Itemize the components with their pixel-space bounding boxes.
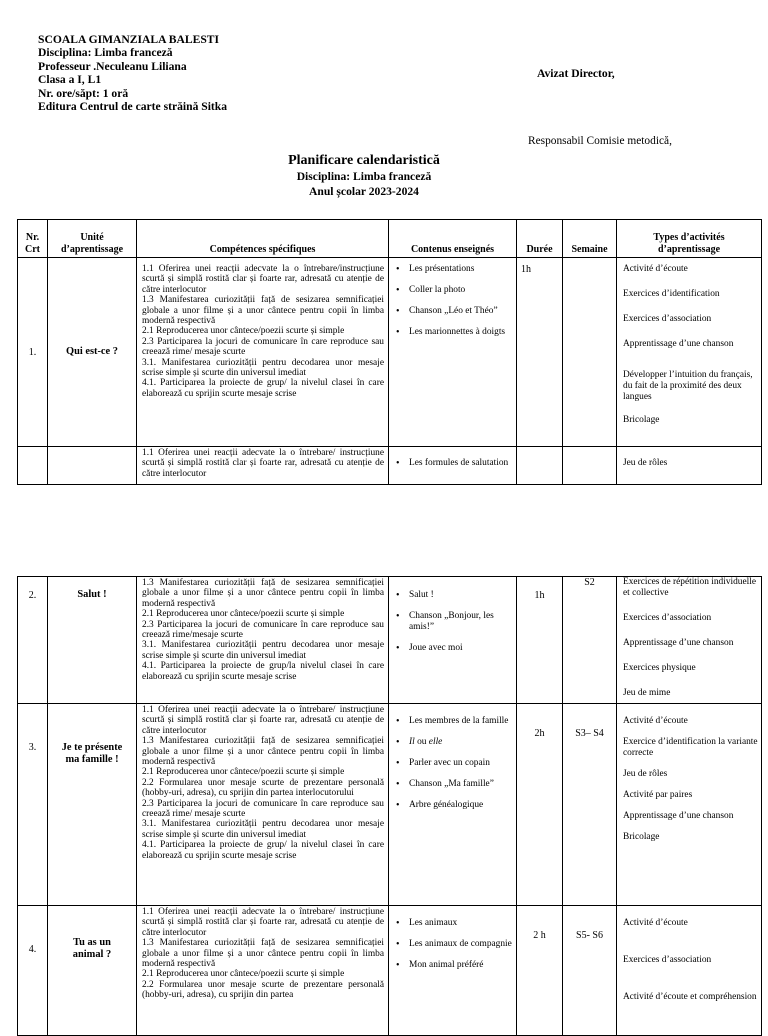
- competence-item: 3.1. Manifestarea curiozității pentru decodarea unor mesaje scrise simple și scurte din universul imediat: [142, 357, 384, 379]
- row-duration: [517, 447, 563, 485]
- activity-item: Exercices d’association: [623, 613, 712, 623]
- table-row: [18, 906, 762, 1036]
- row-week: [563, 258, 617, 447]
- row-week: S5- S6: [563, 906, 617, 1036]
- document-header: [38, 33, 227, 113]
- publisher-line: Editura Centrul de carte străină Sitka: [38, 100, 228, 114]
- competence-item: 1.3 Manifestarea curiozității față de sesizarea semnificației globale a unor filme și a unor cântece pentru copii în limba modernă respectivă: [142, 938, 384, 970]
- row-number: 1.: [18, 258, 48, 447]
- content-item: • Parler avec un copain: [409, 758, 516, 769]
- row-week: S2: [563, 577, 617, 704]
- row-number: 4.: [18, 906, 48, 1036]
- activity-item: Exercices d’association: [623, 314, 712, 324]
- col-activities: Types d’activités d’aprentissage: [617, 220, 762, 258]
- activity-item: Exercices de répétition individuelle et collective: [623, 577, 757, 598]
- activity-item: Apprentissage d’une chanson: [623, 638, 734, 648]
- row-unit: [48, 447, 137, 485]
- row-activities: [617, 258, 762, 447]
- content-item: • Chanson „Ma famille”: [409, 779, 516, 790]
- competence-item: 2.2 Formularea unor mesaje scurte de prezentare personală (hobby-uri, adresa), cu sprijin din partea: [142, 979, 384, 1001]
- competence-item: 2.3 Participarea la jocuri de comunicare în care reproduce sau creează rime/ mesaje scurte: [142, 336, 384, 358]
- table-row: [18, 447, 762, 485]
- row-unit: Je te présente ma famille !: [48, 704, 137, 906]
- competence-item: 3.1. Manifestarea curiozității pentru decodarea unor mesaje scrise simple și scurte din universul imediat: [142, 819, 384, 840]
- content-item: • Les marionnettes à doigts: [409, 327, 516, 338]
- director-approval: Avizat Director,: [537, 67, 615, 80]
- row-week: S3– S4: [563, 704, 617, 906]
- row-competences: [137, 704, 389, 906]
- activity-item: Exercices physique: [623, 663, 696, 673]
- row-duration: 1h: [517, 577, 563, 704]
- competence-item: 4.1. Participarea la proiecte de grup/ la nivelul clasei în care elaborează cu sprijin scurte mesaje scrise: [142, 378, 384, 399]
- competence-item: 2.1 Reproducerea unor cântece/poezii scurte și simple: [142, 969, 345, 980]
- activity-item: Jeu de rôles: [623, 769, 668, 779]
- row-activities: [617, 704, 762, 906]
- col-unit: Unité d’aprentissage: [48, 220, 137, 258]
- row-contents: [389, 447, 517, 485]
- competence-item: 1.1 Oferirea unei reacții adecvate la o întrebare/ instrucțiune scurtă și simplă rostită clar și foarte rar, adresată cu atenție de către interlocutor: [142, 907, 384, 938]
- competence-item: 2.1 Reproducerea unor cântece/poezii scurte și simple: [142, 609, 345, 620]
- content-item: • Arbre généalogique: [409, 800, 516, 811]
- content-item: • Salut !: [409, 590, 516, 601]
- row-competences: [137, 906, 389, 1036]
- col-contents: Contenus enseignés: [389, 220, 517, 258]
- row-week: [563, 447, 617, 485]
- activity-item: Développer l’intuition du français, du fait de la proximité des deux langues: [623, 370, 753, 402]
- content-item: • Les présentations: [409, 264, 516, 275]
- row-duration: 1h: [517, 258, 563, 447]
- hours-line: Nr. ore/săpt: 1 oră: [38, 86, 129, 100]
- activity-item: Apprentissage d’une chanson: [623, 339, 734, 349]
- activity-item: Apprentissage d’une chanson: [623, 811, 734, 821]
- activity-item: Jeu de rôles: [623, 458, 668, 468]
- row-competences: [137, 577, 389, 704]
- competence-item: 4.1. Participarea la proiecte de grup/ la nivelul clasei în care elaborează cu sprijin scurte mesaje scrise: [142, 840, 384, 861]
- competence-item: 1.1 Oferirea unei reacții adecvate la o întrebare/instrucțiune scurtă și simplă rostită clar și foarte rar, adresată cu atenție de către interlocutor: [142, 264, 384, 295]
- competence-item: 1.1 Oferirea unei reacții adecvate la o întrebare/ instrucțiune scurtă și simplă rostită clar și foarte rar, adresată cu atenție de către interlocutor: [142, 705, 384, 736]
- row-contents: [389, 906, 517, 1036]
- row-unit: Tu as un animal ?: [48, 906, 137, 1036]
- table-header-row: [18, 220, 762, 258]
- activity-item: Jeu de mime: [623, 688, 671, 698]
- discipline-line: Disciplina: Limba franceză: [38, 46, 173, 60]
- row-duration: 2h: [517, 704, 563, 906]
- content-item: • Coller la photo: [409, 285, 516, 296]
- document-titles: [0, 152, 728, 199]
- activity-item: Activité d’écoute et compréhension: [623, 992, 757, 1002]
- content-item: • Les animaux: [409, 918, 516, 929]
- competence-item: 2.2 Formularea unor mesaje scurte de prezentare personală (hobby-uri, adresa), cu sprijin din partea interlocutorului: [142, 777, 384, 799]
- activity-item: Activité d’écoute: [623, 716, 688, 726]
- school-name: SCOALA GIMANZIALA BALESTI: [38, 33, 220, 46]
- activity-item: Activité par paires: [623, 790, 693, 800]
- content-item: • Joue avec moi: [409, 643, 516, 654]
- col-duration: Durée: [517, 220, 563, 258]
- row-activities: [617, 577, 762, 704]
- content-item: • Les animaux de compagnie: [409, 939, 516, 950]
- competence-item: 1.3 Manifestarea curiozității față de sesizarea semnificației globale a unor filme și a unor cântece pentru copii în limba modernă respectivă: [142, 736, 384, 768]
- col-competences: Compétences spécifiques: [137, 220, 389, 258]
- activity-item: Exercice d’identification la variante correcte: [623, 737, 758, 758]
- activity-item: Exercices d’association: [623, 955, 712, 965]
- row-number: [18, 447, 48, 485]
- activity-item: Activité d’écoute: [623, 264, 688, 274]
- class-line: Clasa a I, L1: [38, 73, 102, 87]
- competence-item: 1.1 Oferirea unei reacții adecvate la o întrebare/ instrucțiune scurtă și simplă rostită clar și foarte rar, adresată cu atenție de către interlocutor: [142, 448, 384, 479]
- row-activities: [617, 447, 762, 485]
- content-item: • Chanson „Léo et Théo”: [409, 306, 516, 317]
- competence-item: 4.1. Participarea la proiecte de grup/la nivelul clasei în care elaborează cu sprijin scurte mesaje scrise: [142, 661, 384, 682]
- teacher-line: Professeur .Neculeanu Liliana: [38, 59, 187, 73]
- activity-item: Activité d’écoute: [623, 918, 688, 928]
- competence-item: 3.1. Manifestarea curiozității pentru decodarea unor mesaje scrise simple și scurte din universul imediat: [142, 640, 384, 661]
- activity-item: Bricolage: [623, 415, 660, 425]
- commission-responsible: Responsabil Comisie metodică,: [528, 135, 672, 147]
- row-number: 2.: [18, 577, 48, 704]
- planning-table-top: [17, 219, 762, 485]
- competence-item: 1.3 Manifestarea curiozității față de sesizarea semnificației globale a unor filme și a unor cântece pentru copii în limba modernă respectivă: [142, 578, 384, 609]
- title-discipline: Disciplina: Limba franceză: [296, 170, 432, 183]
- content-item: • Les membres de la famille: [409, 716, 516, 727]
- title-school-year: Anul școlar 2023-2024: [309, 185, 419, 198]
- competence-item: 2.1 Reproducerea unor cântece/poezii scurte și simple: [142, 326, 345, 337]
- table-row: [18, 577, 762, 704]
- content-item: • Les formules de salutation: [409, 458, 516, 469]
- planning-table-bottom: [17, 576, 762, 1036]
- competence-item: 1.3 Manifestarea curiozității față de sesizarea semnificației globale a unor filme și a unor cântece pentru copii în limba modernă respectivă: [142, 295, 384, 327]
- row-activities: [617, 906, 762, 1036]
- competence-item: 2.3 Participarea la jocuri de comunicare în care reproduce sau creează rime/mesaje scurte: [142, 619, 384, 641]
- col-nr: Nr. Crt: [18, 220, 48, 258]
- row-number: 3.: [18, 704, 48, 906]
- activity-item: Exercices d’identification: [623, 289, 720, 299]
- content-item: • Il ou elle: [409, 737, 516, 748]
- competence-item: 2.1 Reproducerea unor cântece/poezii scurte și simple: [142, 767, 345, 778]
- page-title: Planificare calendaristică: [288, 153, 440, 168]
- row-duration: 2 h: [517, 906, 563, 1036]
- row-contents: [389, 577, 517, 704]
- row-unit: Salut !: [48, 577, 137, 704]
- activity-item: Bricolage: [623, 832, 660, 842]
- table-row: [18, 258, 762, 447]
- content-item: • Chanson „Bonjour, les amis!”: [409, 611, 516, 633]
- row-contents: [389, 258, 517, 447]
- row-competences: [137, 447, 389, 485]
- content-item: • Mon animal préféré: [409, 960, 516, 971]
- row-unit: Qui est-ce ?: [48, 258, 137, 447]
- row-competences: [137, 258, 389, 447]
- competence-item: 2.3 Participarea la jocuri de comunicare în care reproduce sau creează rime/ mesaje scurte: [142, 798, 384, 820]
- table-row: [18, 704, 762, 906]
- row-contents: [389, 704, 517, 906]
- col-week: Semaine: [563, 220, 617, 258]
